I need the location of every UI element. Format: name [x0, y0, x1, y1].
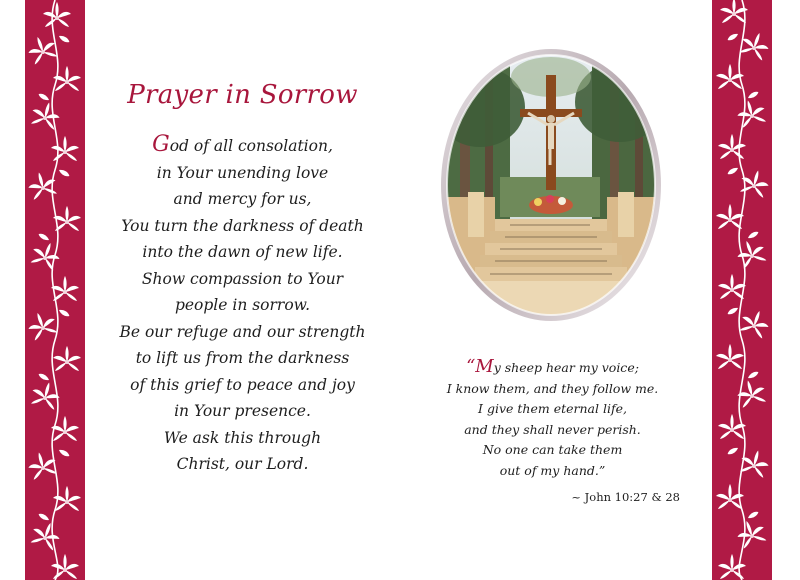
- prayer-text: [100, 132, 385, 478]
- scripture-citation: ~ John 10:27 & 28: [571, 490, 680, 504]
- right-floral-border: [712, 0, 772, 580]
- prayer-line: to lift us from the darkness: [135, 349, 350, 367]
- quote-line: No one can take them: [482, 442, 623, 457]
- lily-vine-pattern-left: [25, 0, 85, 580]
- quote-drop-cap: “M: [466, 356, 494, 377]
- prayer-line: of this grief to peace and joy: [130, 375, 355, 394]
- prayer-line: [100, 132, 385, 160]
- quote-line: [425, 357, 680, 379]
- quote-line: and they shall never perish.: [464, 421, 641, 437]
- prayer-line: Be our refuge and our strength: [119, 322, 366, 341]
- quote-line-text: y sheep hear my voice;: [493, 360, 639, 375]
- left-floral-border: [25, 0, 85, 580]
- page-title: Prayer in Sorrow: [127, 80, 358, 110]
- prayer-line: in Your unending love: [156, 163, 329, 182]
- prayer-drop-cap: G: [152, 132, 170, 157]
- prayer-line-text: od of all consolation,: [169, 137, 333, 155]
- lily-vine-pattern-right: [712, 0, 772, 580]
- prayer-line: into the dawn of new life.: [142, 243, 343, 261]
- prayer-line: Christ, our Lord.: [176, 455, 309, 473]
- crucifix-shrine-illustration: [440, 47, 662, 324]
- quote-line: I give them eternal life,: [478, 401, 627, 416]
- quote-line: I know them, and they follow me.: [446, 380, 659, 396]
- prayer-line: You turn the darkness of death: [121, 216, 364, 235]
- prayer-line: and mercy for us,: [173, 190, 312, 208]
- prayer-line: Show compassion to Your: [141, 269, 344, 288]
- prayer-line: people in sorrow.: [174, 296, 311, 314]
- scripture-quote: [425, 357, 680, 481]
- prayer-line: in Your presence.: [174, 402, 311, 420]
- quote-line: out of my hand.”: [499, 462, 606, 478]
- prayer-line: We ask this through: [163, 428, 322, 447]
- crucifix-shrine-image: [440, 47, 662, 324]
